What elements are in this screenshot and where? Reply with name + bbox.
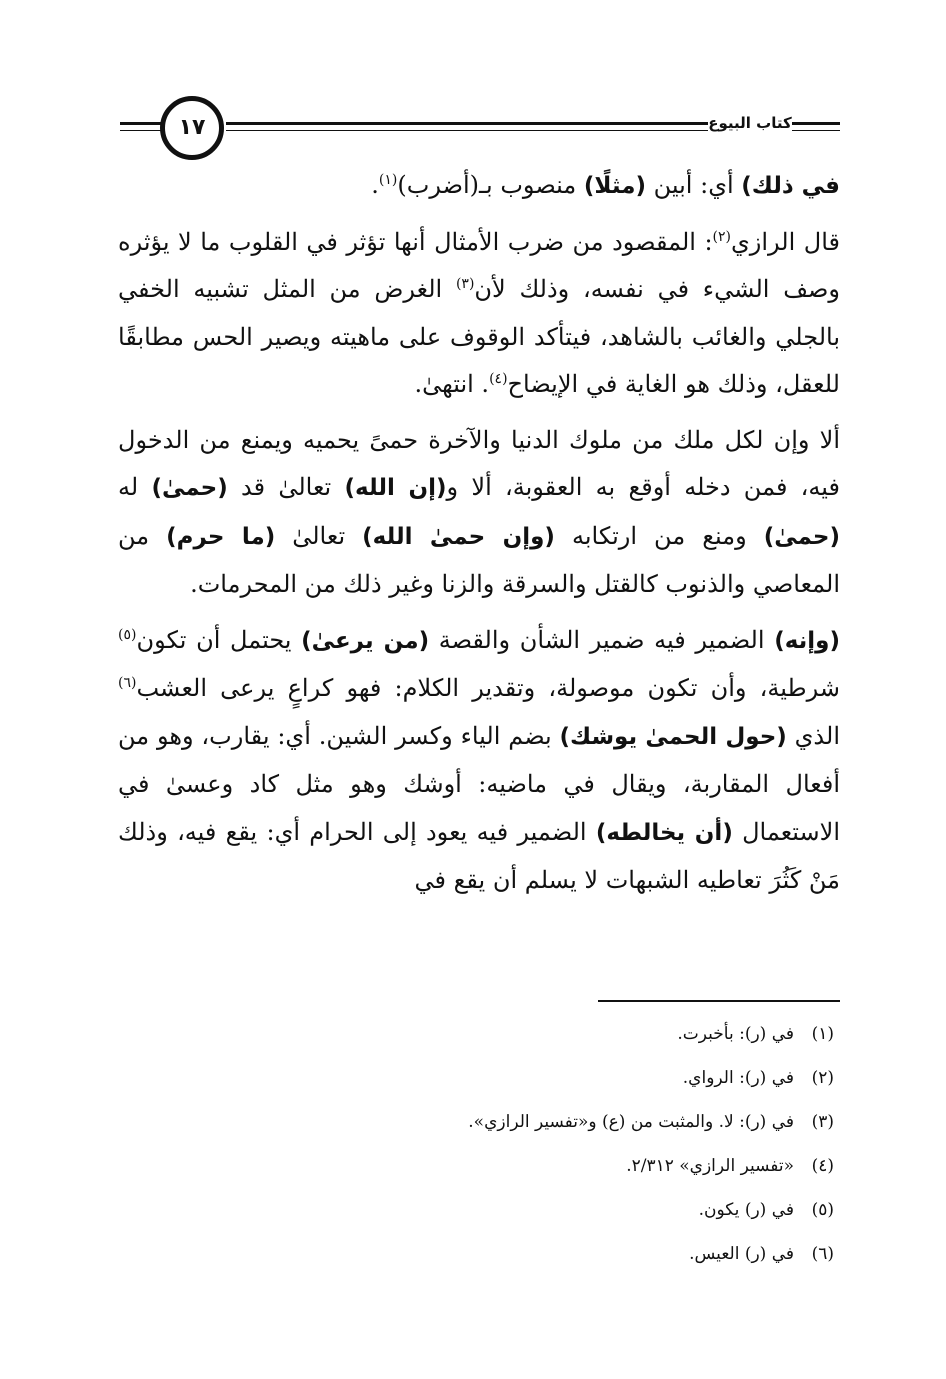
text-span: الغرض من المثل تشبيه الخفي بالجلي والغائب بالشاهد، فيتأكد الوقوف على ماهيته ويصير الحس مطابقًا للعقل، وذلك هو الغاية في الإيضاح — [118, 275, 840, 398]
main-text — [118, 162, 840, 905]
text-span: ألا وإن لكل ملك من ملوك الدنيا والآخرة حمىً يحميه ويمنع من الدخول فيه، فمن دخله أوقع به العقوبة، ألا و — [118, 425, 841, 501]
text-span: الذي — [786, 721, 840, 750]
text-span: : المقصود من ضرب الأمثال أنها تؤثر في القلوب ما لا يؤثره وصف الشيء في نفسه، وذلك لأن — [118, 227, 840, 303]
text-span: . — [371, 171, 379, 199]
bold-term: (حمىٰ) — [763, 523, 840, 550]
text-span: يحتمل أن تكون — [136, 625, 302, 654]
footnote-number: (٦) — [811, 1244, 834, 1264]
footnotes-list — [300, 1012, 834, 1276]
footnote-ref: (٦) — [118, 675, 137, 691]
paragraph-3 — [118, 417, 840, 609]
footnote-item — [300, 1144, 834, 1188]
bold-term: (أن يخالطه) — [595, 819, 733, 846]
footnote-ref: (٥) — [118, 626, 137, 643]
footnote-ref: (٤) — [489, 371, 508, 387]
text-span: الضمير فيه يعود إلى الحرام أي: يقع فيه، وذلك مَنْ كَثُرَ تعاطيه الشبهات لا يسلم أن يقع في — [118, 817, 840, 894]
paragraph-1 — [118, 162, 840, 211]
bold-term: في ذلك) — [741, 173, 840, 199]
bold-term: (إن الله) — [344, 475, 447, 501]
text-span: تعالىٰ — [275, 521, 363, 550]
text-span: بضم الياء وكسر الشين. أي: يقارب، وهو من أفعال المقاربة، ويقال في ماضيه: أوشك وهو مثل كاد وعسىٰ في الاستعمال — [118, 721, 841, 846]
bold-term: (وإن حمىٰ الله) — [362, 523, 555, 550]
bold-term: (ما حرم) — [166, 523, 276, 550]
footnote-text: في (ر): لا. والمثبت من (ع) و«تفسير الرازي». — [468, 1112, 794, 1132]
footnote-ref: (٢) — [712, 228, 732, 245]
text-span: . انتهىٰ. — [414, 370, 490, 398]
footnote-ref: (٣) — [455, 276, 475, 292]
text-span: شرطية، وأن تكون موصولة، وتقدير الكلام: فهو كراعٍ يرعى العشب — [136, 674, 840, 702]
header-rule-left-thin — [120, 130, 164, 131]
footnote-number: (٢) — [811, 1068, 834, 1088]
bold-term: (مثلًا) — [583, 173, 646, 199]
footnote-item — [300, 1232, 834, 1276]
footnote-number: (٥) — [811, 1200, 834, 1220]
text-span: تعالىٰ قد — [227, 473, 345, 501]
bold-term: (حول الحمىٰ يوشك) — [559, 723, 787, 750]
footnote-number: (١) — [811, 1024, 834, 1044]
paragraph-2 — [118, 219, 840, 409]
footnote-text: في (ر): بأخبرت. — [677, 1024, 794, 1044]
footnote-ref: (١) — [378, 172, 398, 188]
bold-term: (وإنه) — [774, 627, 840, 654]
running-title: كتاب البيوع — [708, 114, 792, 132]
footnote-item — [300, 1056, 834, 1100]
footnote-item — [300, 1012, 834, 1056]
header-rule-middle — [226, 122, 708, 125]
bold-term: (من يرعىٰ) — [301, 627, 430, 654]
text-span: منصوب بـ(أضرب) — [397, 171, 584, 199]
header-rule-middle-thin — [226, 130, 708, 131]
footnote-number: (٤) — [811, 1156, 834, 1176]
bold-term: (حمىٰ) — [151, 475, 228, 501]
footnote-separator — [598, 1000, 840, 1002]
footnote-text: في (ر): الرواي. — [682, 1068, 794, 1088]
page-number-badge — [160, 96, 224, 160]
text-span: ومنع من ارتكابه — [554, 521, 764, 550]
paragraph-4 — [118, 617, 840, 905]
header-rule-right-thin — [792, 130, 840, 131]
header-rule-left — [120, 122, 164, 125]
footnote-text: «تفسير الرازي» ٢/٣١٢. — [626, 1156, 794, 1176]
text-span: أي: أبين — [645, 171, 742, 199]
text-span: الضمير فيه ضمير الشأن والقصة — [429, 625, 775, 654]
footnote-text: في (ر) يكون. — [698, 1200, 794, 1220]
text-span: من المعاصي والذنوب كالقتل والسرقة والزنا وغير ذلك من المحرمات. — [118, 521, 840, 598]
footnote-number: (٣) — [811, 1112, 834, 1132]
text-span: قال الرازي — [731, 227, 840, 256]
text-span: له — [118, 473, 152, 501]
header-rule-right — [792, 122, 840, 125]
footnote-text: في (ر) العيس. — [689, 1244, 794, 1264]
page-number: ١٧ — [178, 115, 206, 140]
footnote-item — [300, 1188, 834, 1232]
footnote-item — [300, 1100, 834, 1144]
